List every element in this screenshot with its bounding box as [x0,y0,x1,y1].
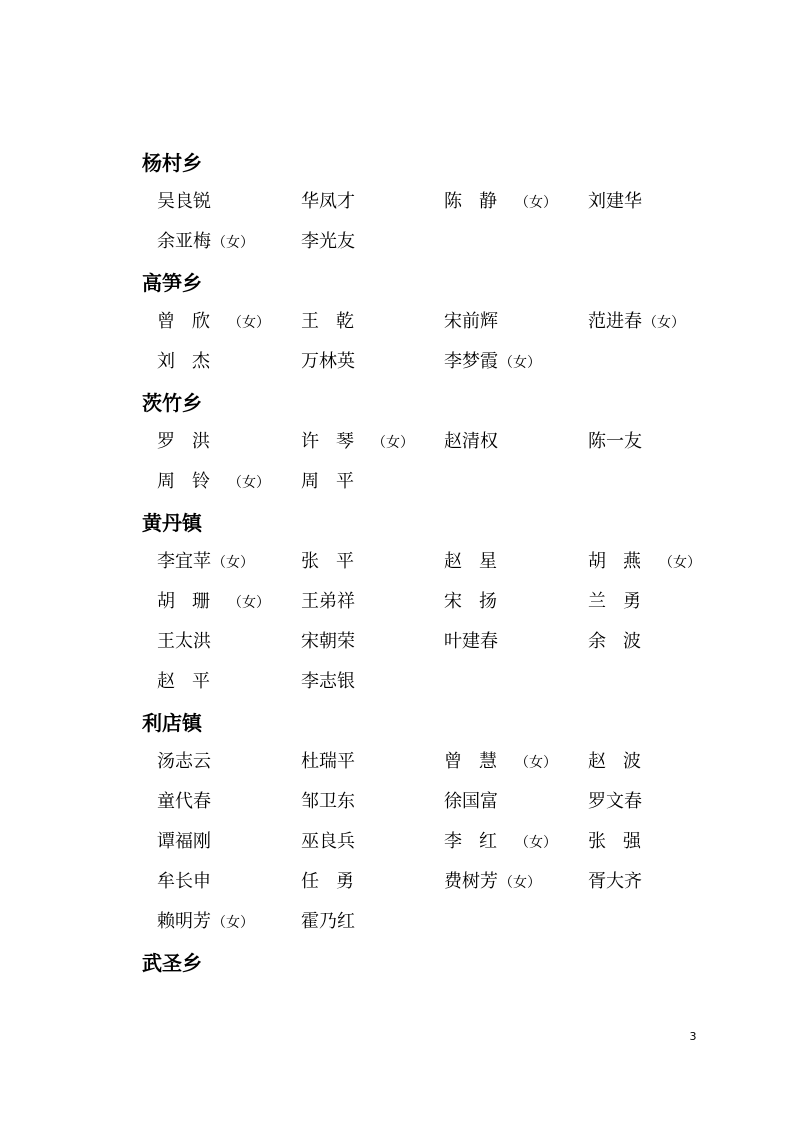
member-entry [301,670,355,694]
member-entry [301,630,355,654]
member-name: 张平 [301,551,371,572]
member-entry [444,870,541,894]
member-name: 叶建春 [444,631,498,652]
member-name: 徐国富 [444,791,498,812]
gender-note: （女） [212,235,254,251]
member-entry [301,350,355,374]
member-name: 霍乃红 [301,911,355,932]
member-name: 兰勇 [588,591,658,612]
page-number: 3 [689,1030,697,1043]
member-name: 汤志云 [157,751,211,772]
gender-note: （女） [228,595,270,611]
member-entry [588,790,642,814]
section-title: 茨竹乡 [142,391,202,415]
member-entry [157,670,227,694]
gender-note: （女） [659,555,701,571]
section-title: 利店镇 [142,711,202,735]
member-entry [444,790,498,814]
gender-note: （女） [212,915,254,931]
member-entry [444,350,541,374]
member-name: 华凤才 [301,191,355,212]
member-name: 宋前辉 [444,311,498,332]
member-entry [157,630,211,654]
gender-note: （女） [228,475,270,491]
member-entry [301,190,355,214]
member-entry [588,750,658,774]
member-entry [157,350,227,374]
member-name: 周铃 [157,471,227,492]
member-entry [157,550,254,574]
gender-note: （女） [228,315,270,331]
member-name: 胥大齐 [588,871,642,892]
member-entry [157,470,270,494]
section-title: 武圣乡 [142,951,202,975]
member-name: 李光友 [301,231,355,252]
gender-note: （女） [515,195,557,211]
member-entry [301,230,355,254]
member-name: 范进春 [588,311,642,332]
member-entry [444,550,514,574]
gender-note: （女） [515,835,557,851]
gender-note: （女） [372,435,414,451]
member-name: 王太洪 [157,631,211,652]
member-entry [588,830,658,854]
member-entry [157,590,270,614]
gender-note: （女） [499,355,541,371]
member-name: 刘建华 [588,191,642,212]
member-name: 赵清权 [444,431,498,452]
member-entry [301,550,371,574]
member-entry [588,310,685,334]
member-entry [588,870,642,894]
member-entry [444,590,514,614]
member-entry [301,750,355,774]
section-title: 高笋乡 [142,271,202,295]
member-entry [588,190,642,214]
member-entry [157,910,254,934]
member-entry [301,430,414,454]
member-name: 宋扬 [444,591,514,612]
member-name: 曾欣 [157,311,227,332]
member-name: 胡燕 [588,551,658,572]
member-entry [157,310,270,334]
member-entry [157,230,254,254]
member-name: 张强 [588,831,658,852]
section-title: 黄丹镇 [142,511,202,535]
member-name: 罗洪 [157,431,227,452]
member-entry [444,630,498,654]
member-name: 李梦霞 [444,351,498,372]
member-name: 童代春 [157,791,211,812]
member-name: 赵波 [588,751,658,772]
member-name: 赵平 [157,671,227,692]
member-entry [444,830,557,854]
member-name: 王乾 [301,311,371,332]
member-entry [157,190,211,214]
gender-note: （女） [643,315,685,331]
member-name: 赵星 [444,551,514,572]
member-name: 费树芳 [444,871,498,892]
gender-note: （女） [212,555,254,571]
member-name: 赖明芳 [157,911,211,932]
member-entry [157,790,211,814]
member-name: 王弟祥 [301,591,355,612]
member-entry [588,550,701,574]
member-entry [301,310,371,334]
member-entry [301,910,355,934]
member-entry [301,470,371,494]
member-name: 陈静 [444,191,514,212]
member-entry [444,310,498,334]
member-entry [444,750,557,774]
member-name: 巫良兵 [301,831,355,852]
member-entry [157,870,211,894]
member-name: 余亚梅 [157,231,211,252]
member-name: 宋朝荣 [301,631,355,652]
section-title: 杨村乡 [142,151,202,175]
member-entry [301,870,371,894]
gender-note: （女） [515,755,557,771]
member-name: 杜瑞平 [301,751,355,772]
member-name: 谭福刚 [157,831,211,852]
member-name: 李红 [444,831,514,852]
member-name: 万林英 [301,351,355,372]
member-entry [301,830,355,854]
member-name: 牟长申 [157,871,211,892]
member-entry [301,590,355,614]
member-name: 周平 [301,471,371,492]
member-name: 罗文春 [588,791,642,812]
member-entry [444,190,557,214]
member-entry [301,790,355,814]
member-name: 陈一友 [588,431,642,452]
member-entry [157,830,211,854]
member-name: 刘杰 [157,351,227,372]
member-name: 许琴 [301,431,371,452]
member-name: 曾慧 [444,751,514,772]
member-name: 任勇 [301,871,371,892]
member-name: 吴良锐 [157,191,211,212]
member-entry [588,590,658,614]
gender-note: （女） [499,875,541,891]
member-entry [157,430,227,454]
member-entry [588,630,658,654]
member-name: 胡珊 [157,591,227,612]
member-entry [588,430,642,454]
member-name: 李宜苹 [157,551,211,572]
member-entry [157,750,211,774]
member-name: 邹卫东 [301,791,355,812]
member-name: 余波 [588,631,658,652]
member-entry [444,430,498,454]
member-name: 李志银 [301,671,355,692]
